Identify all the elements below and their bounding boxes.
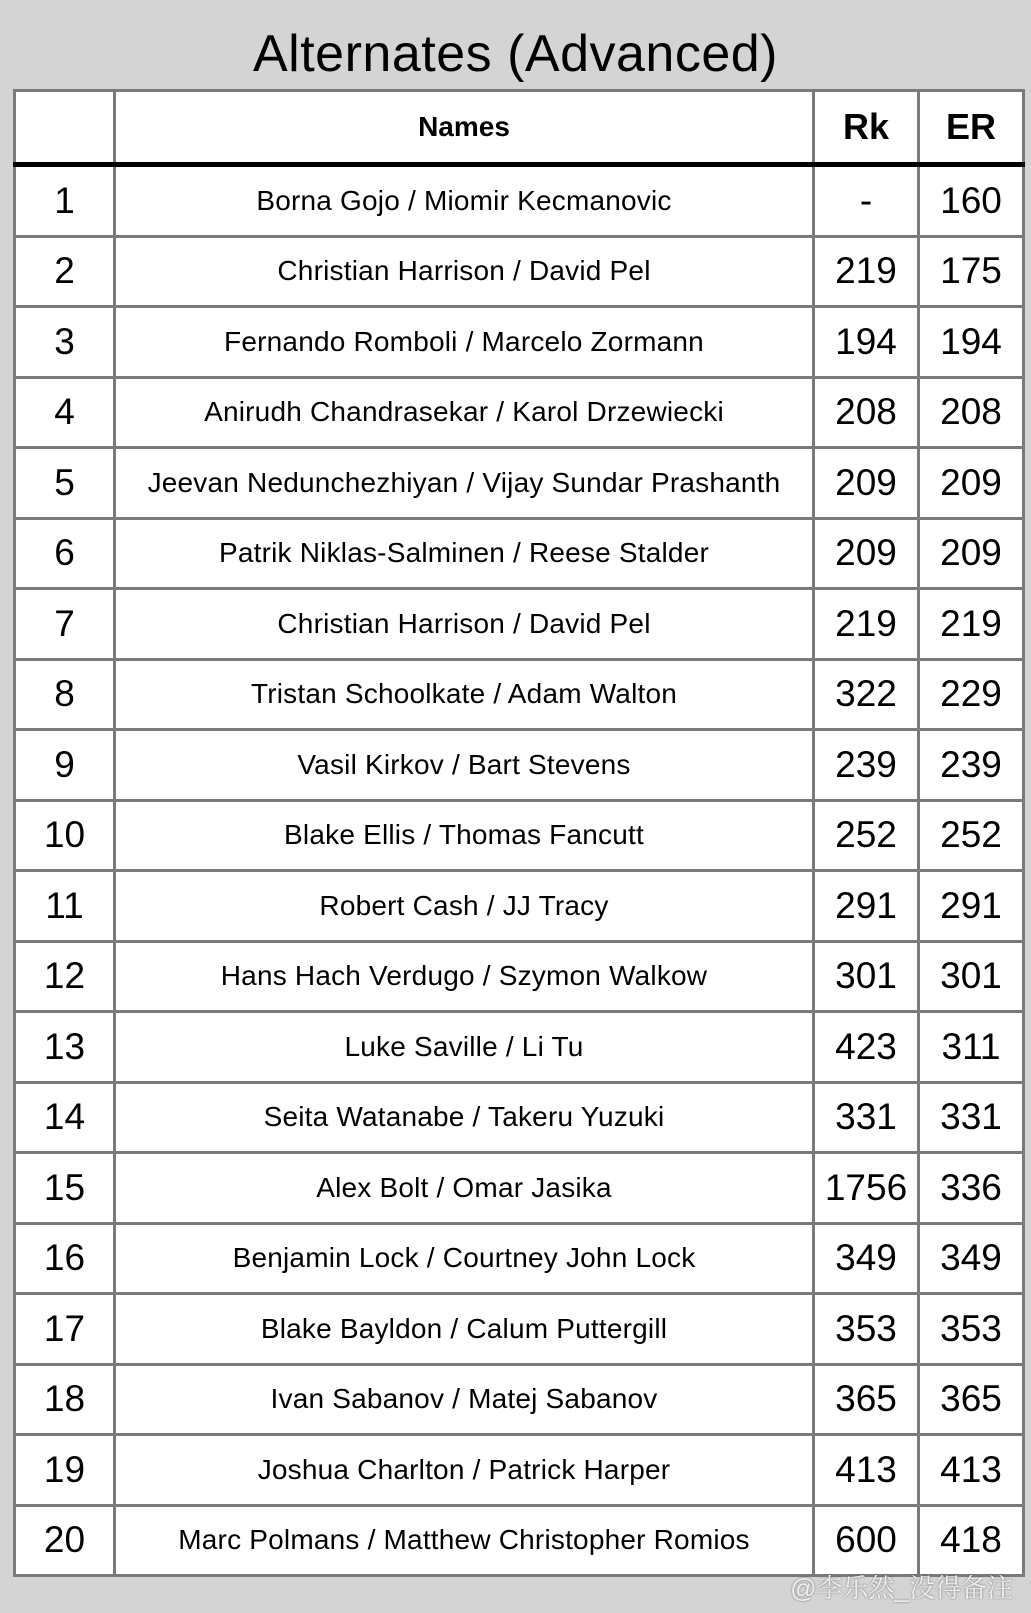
row-number-cell: 5 — [15, 448, 115, 519]
table-row — [15, 1012, 1024, 1083]
row-number-cell: 13 — [15, 1012, 115, 1083]
row-number-cell: 11 — [15, 871, 115, 942]
row-number-cell: 18 — [15, 1364, 115, 1435]
row-number-cell: 19 — [15, 1435, 115, 1506]
header-number — [15, 91, 115, 165]
table-row — [15, 1435, 1024, 1506]
row-number-cell: 6 — [15, 518, 115, 589]
table-row — [15, 659, 1024, 730]
row-number-cell: 17 — [15, 1294, 115, 1365]
row-rk-cell: 365 — [814, 1364, 919, 1435]
row-er-cell: 331 — [919, 1082, 1024, 1153]
row-rk-cell: 423 — [814, 1012, 919, 1083]
row-rk-cell: 252 — [814, 800, 919, 871]
row-er-cell: 239 — [919, 730, 1024, 801]
table-row — [15, 730, 1024, 801]
row-er-cell: 311 — [919, 1012, 1024, 1083]
header-er: ER — [919, 91, 1024, 165]
row-number-cell: 8 — [15, 659, 115, 730]
table-row — [15, 1294, 1024, 1365]
row-rk-cell: 353 — [814, 1294, 919, 1365]
table-row — [15, 1364, 1024, 1435]
row-er-cell: 209 — [919, 518, 1024, 589]
row-names-cell: Patrik Niklas-Salminen / Reese Stalder — [115, 518, 814, 589]
table-row — [15, 448, 1024, 519]
row-er-cell: 349 — [919, 1223, 1024, 1294]
row-rk-cell: 219 — [814, 236, 919, 307]
table-row — [15, 1505, 1024, 1576]
row-rk-cell: 194 — [814, 307, 919, 378]
table-row — [15, 518, 1024, 589]
row-names-cell: Blake Bayldon / Calum Puttergill — [115, 1294, 814, 1365]
row-names-cell: Anirudh Chandrasekar / Karol Drzewiecki — [115, 377, 814, 448]
table-row — [15, 800, 1024, 871]
row-rk-cell: 209 — [814, 518, 919, 589]
table-row — [15, 307, 1024, 378]
row-names-cell: Tristan Schoolkate / Adam Walton — [115, 659, 814, 730]
table-row — [15, 589, 1024, 660]
table-row — [15, 1223, 1024, 1294]
row-rk-cell: 208 — [814, 377, 919, 448]
row-names-cell: Christian Harrison / David Pel — [115, 589, 814, 660]
table-row — [15, 1153, 1024, 1224]
row-names-cell: Fernando Romboli / Marcelo Zormann — [115, 307, 814, 378]
row-rk-cell: 219 — [814, 589, 919, 660]
header-rk: Rk — [814, 91, 919, 165]
row-names-cell: Ivan Sabanov / Matej Sabanov — [115, 1364, 814, 1435]
row-er-cell: 336 — [919, 1153, 1024, 1224]
row-number-cell: 20 — [15, 1505, 115, 1576]
row-number-cell: 4 — [15, 377, 115, 448]
row-number-cell: 2 — [15, 236, 115, 307]
row-er-cell: 229 — [919, 659, 1024, 730]
table-row — [15, 377, 1024, 448]
row-rk-cell: 349 — [814, 1223, 919, 1294]
row-er-cell: 175 — [919, 236, 1024, 307]
row-names-cell: Alex Bolt / Omar Jasika — [115, 1153, 814, 1224]
row-rk-cell: 1756 — [814, 1153, 919, 1224]
table-row — [15, 1082, 1024, 1153]
row-er-cell: 208 — [919, 377, 1024, 448]
row-number-cell: 9 — [15, 730, 115, 801]
row-number-cell: 16 — [15, 1223, 115, 1294]
table-header — [15, 91, 1024, 165]
row-names-cell: Robert Cash / JJ Tracy — [115, 871, 814, 942]
row-names-cell: Christian Harrison / David Pel — [115, 236, 814, 307]
row-er-cell: 301 — [919, 941, 1024, 1012]
row-names-cell: Luke Saville / Li Tu — [115, 1012, 814, 1083]
row-rk-cell: 322 — [814, 659, 919, 730]
row-names-cell: Borna Gojo / Miomir Kecmanovic — [115, 165, 814, 237]
row-er-cell: 209 — [919, 448, 1024, 519]
row-names-cell: Blake Ellis / Thomas Fancutt — [115, 800, 814, 871]
table-row — [15, 871, 1024, 942]
row-number-cell: 15 — [15, 1153, 115, 1224]
header-row — [15, 91, 1024, 165]
row-er-cell: 252 — [919, 800, 1024, 871]
row-er-cell: 194 — [919, 307, 1024, 378]
row-number-cell: 14 — [15, 1082, 115, 1153]
alternates-table — [13, 89, 1025, 1577]
row-names-cell: Marc Polmans / Matthew Christopher Romios — [115, 1505, 814, 1576]
row-rk-cell: 301 — [814, 941, 919, 1012]
header-names: Names — [115, 91, 814, 165]
table-row — [15, 165, 1024, 237]
row-names-cell: Vasil Kirkov / Bart Stevens — [115, 730, 814, 801]
table-body — [15, 165, 1024, 1576]
table-row — [15, 236, 1024, 307]
row-rk-cell: 291 — [814, 871, 919, 942]
row-names-cell: Joshua Charlton / Patrick Harper — [115, 1435, 814, 1506]
row-number-cell: 7 — [15, 589, 115, 660]
row-er-cell: 291 — [919, 871, 1024, 942]
row-er-cell: 365 — [919, 1364, 1024, 1435]
row-names-cell: Seita Watanabe / Takeru Yuzuki — [115, 1082, 814, 1153]
row-rk-cell: 600 — [814, 1505, 919, 1576]
row-er-cell: 219 — [919, 589, 1024, 660]
row-names-cell: Hans Hach Verdugo / Szymon Walkow — [115, 941, 814, 1012]
row-names-cell: Benjamin Lock / Courtney John Lock — [115, 1223, 814, 1294]
watermark: @李乐然_没得备注 — [790, 1573, 1013, 1603]
row-rk-cell: - — [814, 165, 919, 237]
row-er-cell: 418 — [919, 1505, 1024, 1576]
row-number-cell: 3 — [15, 307, 115, 378]
page-title: Alternates (Advanced) — [253, 25, 778, 83]
table-row — [15, 941, 1024, 1012]
row-names-cell: Jeevan Nedunchezhiyan / Vijay Sundar Prashanth — [115, 448, 814, 519]
row-rk-cell: 239 — [814, 730, 919, 801]
row-number-cell: 1 — [15, 165, 115, 237]
row-er-cell: 160 — [919, 165, 1024, 237]
row-number-cell: 12 — [15, 941, 115, 1012]
row-number-cell: 10 — [15, 800, 115, 871]
row-er-cell: 353 — [919, 1294, 1024, 1365]
row-er-cell: 413 — [919, 1435, 1024, 1506]
row-rk-cell: 209 — [814, 448, 919, 519]
row-rk-cell: 331 — [814, 1082, 919, 1153]
row-rk-cell: 413 — [814, 1435, 919, 1506]
